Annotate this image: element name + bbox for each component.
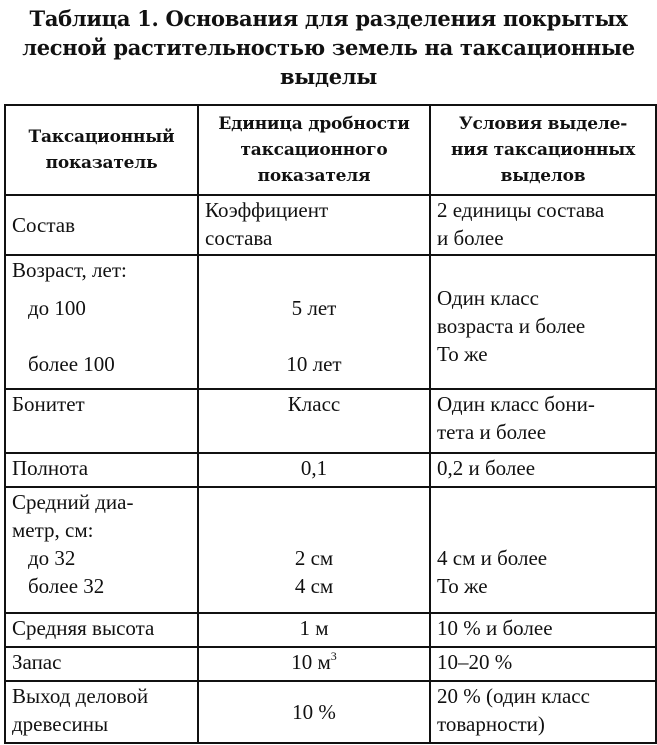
cell-indicator: Полнота: [5, 453, 198, 487]
cell-unit: 5 лет 10 лет: [198, 255, 430, 389]
cell-indicator: Возраст, лет: до 100 более 100: [5, 255, 198, 389]
header-condition: Условия выделе- ния таксационных выделов: [430, 105, 656, 195]
cell-unit: 10 %: [198, 681, 430, 743]
cell-indicator: Состав: [5, 195, 198, 255]
table-title: [0, 4, 657, 91]
cell-condition: 0,2 и более: [430, 453, 656, 487]
cell-indicator: Бонитет: [5, 389, 198, 453]
header-unit: Единица дробности таксационного показателя: [198, 105, 430, 195]
cell-condition: 10 % и более: [430, 613, 656, 647]
table-row-sostav: [5, 195, 656, 255]
title-line-3: выделы: [279, 64, 378, 89]
cell-unit: 0,1: [198, 453, 430, 487]
title-line-2: лесной растительностью земель на таксационные: [22, 35, 635, 60]
cell-condition: Один класс возраста и более То же: [430, 255, 656, 389]
table-row-timber-yield: [5, 681, 656, 743]
cell-unit: 1 м: [198, 613, 430, 647]
header-indicator: Таксационный показатель: [5, 105, 198, 195]
table-row-diameter: [5, 487, 656, 613]
cell-condition: 10–20 %: [430, 647, 656, 681]
table-row-bonitet: [5, 389, 656, 453]
cell-condition: 20 % (один класс товарности): [430, 681, 656, 743]
cell-condition: 2 единицы состава и более: [430, 195, 656, 255]
cell-condition: 4 см и более То же: [430, 487, 656, 613]
taxation-table: [4, 104, 657, 744]
cell-indicator: Запас: [5, 647, 198, 681]
table-row-vozrast: [5, 255, 656, 389]
table-row-polnota: [5, 453, 656, 487]
cell-unit: Класс: [198, 389, 430, 453]
cell-unit: Коэффициент состава: [198, 195, 430, 255]
cell-unit: 2 см 4 см: [198, 487, 430, 613]
cell-indicator: Средний диа- метр, см: до 32 более 32: [5, 487, 198, 613]
title-line-1: Таблица 1. Основания для разделения покрытых: [29, 6, 628, 31]
table-header-row: [5, 105, 656, 195]
cell-indicator: Выход деловой древесины: [5, 681, 198, 743]
cell-condition: Один класс бони- тета и более: [430, 389, 656, 453]
table-row-height: [5, 613, 656, 647]
cell-unit: 10 $м^3$: [198, 647, 430, 681]
cell-indicator: Средняя высота: [5, 613, 198, 647]
table-row-stock: [5, 647, 656, 681]
